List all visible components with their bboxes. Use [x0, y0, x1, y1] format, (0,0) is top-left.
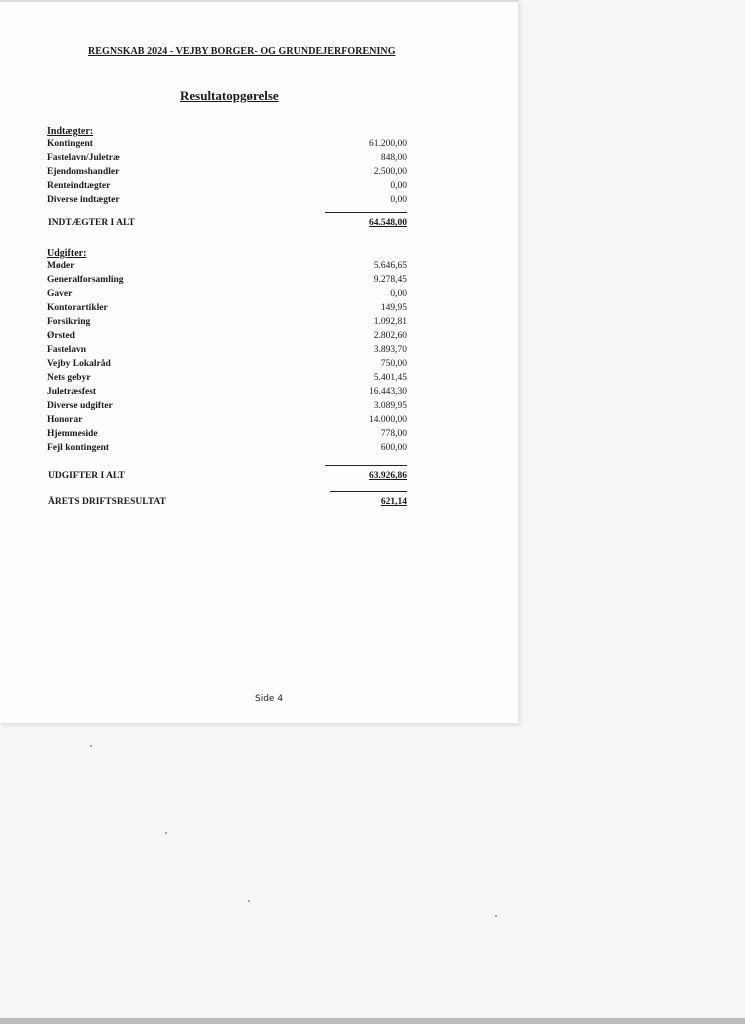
- income-row: [47, 195, 407, 209]
- row-amount: 9.278,45: [373, 275, 407, 285]
- row-amount: 0,00: [390, 181, 407, 191]
- row-label: Generalforsamling: [47, 275, 124, 285]
- result-row: [48, 497, 407, 513]
- expense-row: [47, 261, 407, 275]
- row-label: Kontorartikler: [47, 303, 108, 313]
- row-amount: 750,00: [380, 359, 407, 369]
- row-label: Nets gebyr: [47, 373, 91, 383]
- row-amount: 600,00: [380, 443, 407, 453]
- row-amount: 1.092,81: [373, 317, 407, 327]
- row-label: Diverse udgifter: [47, 401, 113, 411]
- row-amount: 778,00: [380, 429, 407, 439]
- row-amount: 3.893,70: [373, 345, 407, 355]
- income-total-amount: 64.548,00: [369, 218, 407, 228]
- row-label: Møder: [47, 261, 75, 271]
- row-label: Fejl kontingent: [47, 443, 110, 453]
- row-amount: 2.802,60: [373, 331, 407, 341]
- row-label: Gaver: [47, 289, 73, 299]
- expense-row: [47, 289, 407, 303]
- expense-row: [47, 331, 407, 345]
- row-label: Honorar: [47, 415, 83, 425]
- row-amount: 3.089,95: [373, 401, 407, 411]
- row-amount: 149,95: [380, 303, 407, 313]
- page-number: Side 4: [255, 694, 284, 704]
- scan-speck: [248, 900, 250, 902]
- income-heading: Indtægter:: [47, 126, 94, 137]
- row-amount: 2.500,00: [373, 167, 407, 177]
- expenses-total-amount: 63.926,86: [369, 471, 407, 481]
- expenses-total-row: [48, 471, 407, 487]
- expense-row: [47, 275, 407, 289]
- row-label: Diverse indtægter: [47, 195, 120, 205]
- row-label: Fastelavn/Juletræ: [47, 153, 120, 163]
- income-row: [47, 153, 407, 167]
- row-label: Juletræsfest: [47, 387, 97, 397]
- row-amount: 848,00: [380, 153, 407, 163]
- expense-row: [47, 401, 407, 415]
- row-amount: 0,00: [390, 289, 407, 299]
- expense-row: [47, 303, 407, 317]
- expense-row: [47, 345, 407, 359]
- row-amount: 14.000,00: [369, 415, 407, 425]
- expense-row: [47, 443, 407, 457]
- income-row: [47, 167, 407, 181]
- row-amount: 5.646,65: [373, 261, 407, 271]
- result-rule: [330, 491, 407, 492]
- row-label: Renteindtægter: [47, 181, 111, 191]
- expense-row: [47, 415, 407, 429]
- scan-speck: [90, 745, 92, 747]
- result-amount: 621,14: [380, 497, 407, 507]
- row-label: Kontingent: [47, 139, 93, 149]
- income-total-label: INDTÆGTER I ALT: [48, 218, 135, 228]
- expenses-total-rule: [325, 465, 407, 466]
- scanned-page: [0, 0, 519, 724]
- row-label: Ejendomshandler: [47, 167, 120, 177]
- document-header: REGNSKAB 2024 - VEJBY BORGER- OG GRUNDEJERFORENING: [88, 46, 396, 57]
- expenses-heading: Udgifter:: [47, 248, 87, 259]
- scan-speck: [165, 832, 167, 834]
- expenses-total-label: UDGIFTER I ALT: [48, 471, 125, 481]
- row-amount: 5.401,45: [373, 373, 407, 383]
- expense-row: [47, 317, 407, 331]
- income-total-rule: [325, 212, 407, 213]
- row-amount: 0,00: [390, 195, 407, 205]
- row-label: Fastelavn: [47, 345, 87, 355]
- expense-row: [47, 373, 407, 387]
- row-label: Hjemmeside: [47, 429, 98, 439]
- page-top-edge: [0, 0, 518, 2]
- row-label: Ørsted: [47, 331, 75, 341]
- row-amount: 16.443,30: [369, 387, 407, 397]
- scan-bottom-edge: [0, 1018, 745, 1024]
- result-label: ÅRETS DRIFTSRESULTAT: [48, 497, 166, 507]
- page-title: Resultatopgørelse: [180, 88, 279, 103]
- expense-row: [47, 359, 407, 373]
- scan-speck: [495, 915, 497, 917]
- income-total-row: [48, 218, 407, 234]
- row-amount: 61.200,00: [369, 139, 407, 149]
- expense-row: [47, 387, 407, 401]
- row-label: Forsikring: [47, 317, 91, 327]
- row-label: Vejby Lokalråd: [47, 359, 111, 369]
- expense-row: [47, 429, 407, 443]
- income-row: [47, 139, 407, 153]
- income-row: [47, 181, 407, 195]
